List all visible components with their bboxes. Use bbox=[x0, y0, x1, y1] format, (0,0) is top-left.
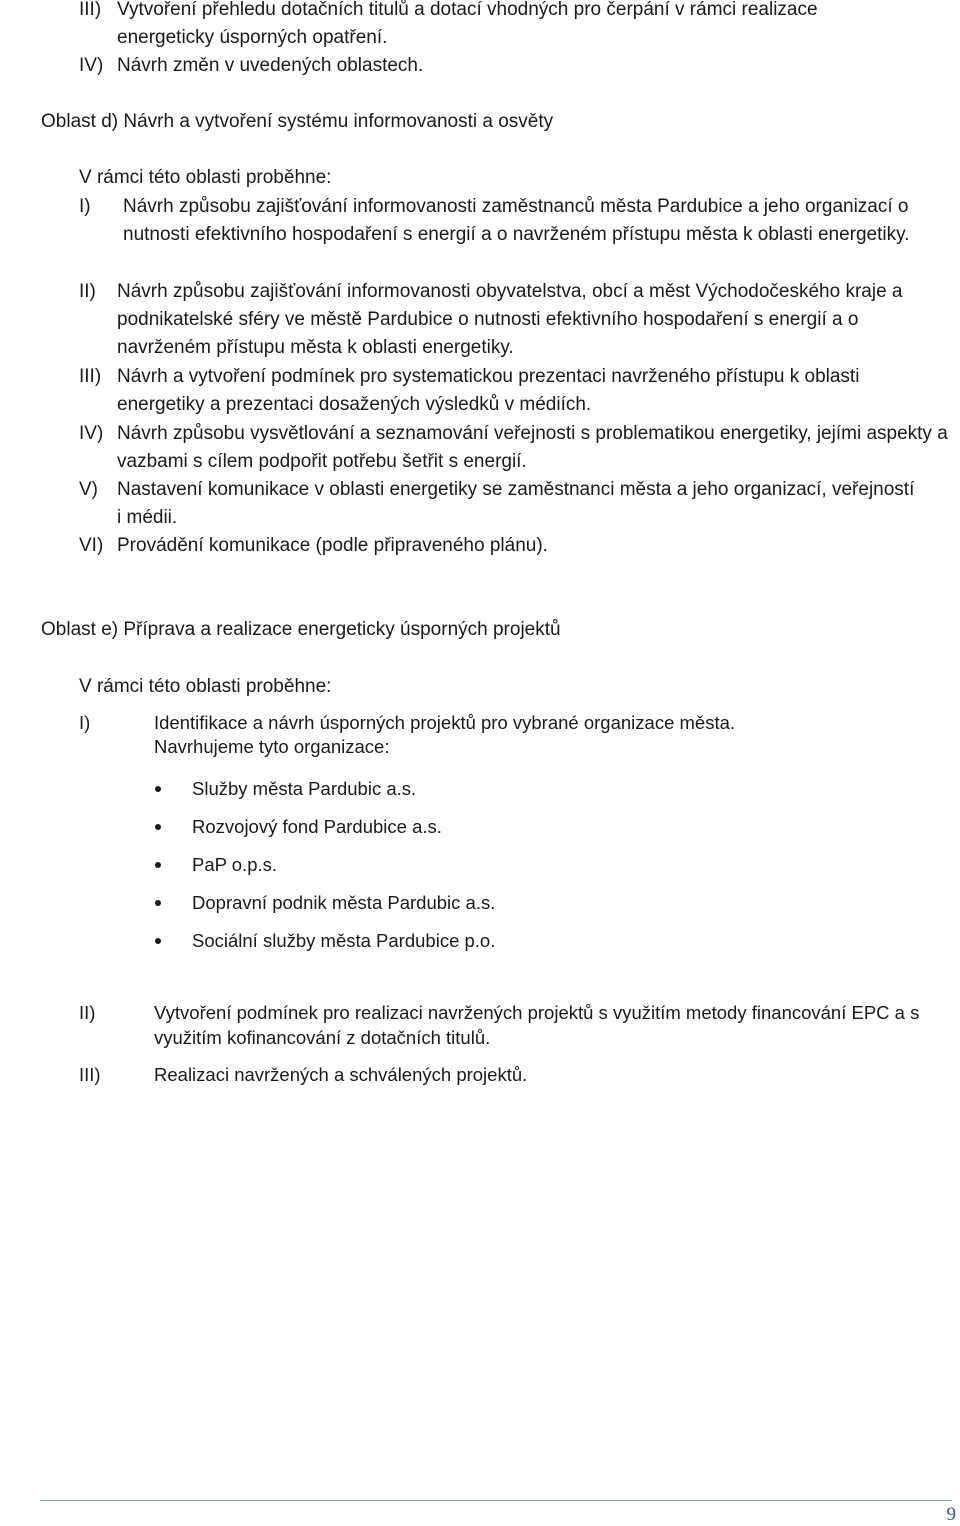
section-intro: V rámci této oblasti proběhne: bbox=[79, 676, 332, 697]
list-number: III) bbox=[79, 366, 102, 387]
list-number: VI) bbox=[79, 535, 104, 556]
list-text: Nastavení komunikace v oblasti energetiky se zaměstnanci města a jeho organizací, veřejností i médii. bbox=[117, 479, 915, 528]
list-text: Navrhujeme tyto organizace: bbox=[154, 736, 390, 757]
list-item: Sociální služby města Pardubice p.o. bbox=[192, 930, 496, 951]
bullet-icon bbox=[155, 900, 161, 906]
list-item bbox=[79, 1062, 939, 1087]
list-item bbox=[79, 278, 949, 362]
list-number: IV) bbox=[79, 423, 104, 444]
list-item bbox=[79, 420, 949, 476]
list-item bbox=[79, 532, 949, 560]
list-item bbox=[79, 711, 939, 759]
list-text: Vytvoření podmínek pro realizaci navržených projektů s využitím metody financování EPC a s využitím kofinancování z dotačních titulů. bbox=[154, 1002, 920, 1048]
list-item: Rozvojový fond Pardubice a.s. bbox=[192, 816, 442, 837]
list-item bbox=[79, 1000, 949, 1050]
list-item: Služby města Pardubic a.s. bbox=[192, 778, 417, 799]
bullet-icon bbox=[155, 824, 161, 830]
list-text: Návrh způsobu vysvětlování a seznamování veřejnosti s problematikou energetiky, jejími aspekty a vazbami s cílem podpořit potřebu šetřit s energií. bbox=[117, 423, 948, 472]
list-number: IV) bbox=[79, 55, 104, 76]
list-text: Návrh změn v uvedených oblastech. bbox=[117, 55, 424, 76]
bullet-icon bbox=[155, 862, 161, 868]
list-number: V) bbox=[79, 479, 98, 500]
list-item bbox=[79, 476, 949, 532]
list-item: Dopravní podnik města Pardubic a.s. bbox=[192, 892, 496, 913]
list-number: I) bbox=[79, 196, 91, 217]
section-intro: V rámci této oblasti proběhne: bbox=[79, 167, 332, 188]
list-text: Návrh a vytvoření podmínek pro systematickou prezentaci navrženého přístupu k oblasti energetiky a prezentaci dosažených výsledků v médiích. bbox=[117, 366, 860, 415]
bullet-icon bbox=[155, 938, 161, 944]
section-heading: Oblast e) Příprava a realizace energeticky úsporných projektů bbox=[41, 619, 561, 640]
list-item bbox=[79, 0, 939, 52]
list-item bbox=[79, 52, 939, 80]
list-item: PaP o.p.s. bbox=[192, 854, 278, 875]
bullet-icon bbox=[155, 786, 161, 792]
list-number: II) bbox=[79, 281, 96, 302]
list-number: III) bbox=[79, 1064, 101, 1085]
list-number: II) bbox=[79, 1002, 96, 1023]
list-text: Návrh způsobu zajišťování informovanosti zaměstnanců města Pardubice a jeho organizací o nutnosti efektivního hospodaření s energií a o navrženém přístupu města k oblasti energetiky. bbox=[123, 196, 910, 245]
footer-divider bbox=[40, 1500, 952, 1501]
page-number: 9 bbox=[946, 1504, 956, 1525]
list-number: III) bbox=[79, 0, 102, 20]
list-item bbox=[79, 193, 949, 249]
list-text: Provádění komunikace (podle připraveného plánu). bbox=[117, 535, 548, 556]
list-text: Vytvoření přehledu dotačních titulů a dotací vhodných pro čerpání v rámci realizace energeticky úsporných opatření. bbox=[117, 0, 818, 48]
list-item bbox=[79, 363, 949, 419]
list-text: Návrh způsobu zajišťování informovanosti obyvatelstva, obcí a měst Východočeského kraje a podnikatelské sféry ve městě Pardubice o nutnosti efektivního hospodaření s energií a o navrženém přístupu města k oblasti energetiky. bbox=[117, 281, 903, 358]
list-text: Identifikace a návrh úsporných projektů pro vybrané organizace města. bbox=[154, 712, 736, 733]
list-number: I) bbox=[79, 712, 91, 733]
list-text: Realizaci navržených a schválených projektů. bbox=[154, 1064, 528, 1085]
section-heading: Oblast d) Návrh a vytvoření systému informovanosti a osvěty bbox=[41, 111, 554, 132]
